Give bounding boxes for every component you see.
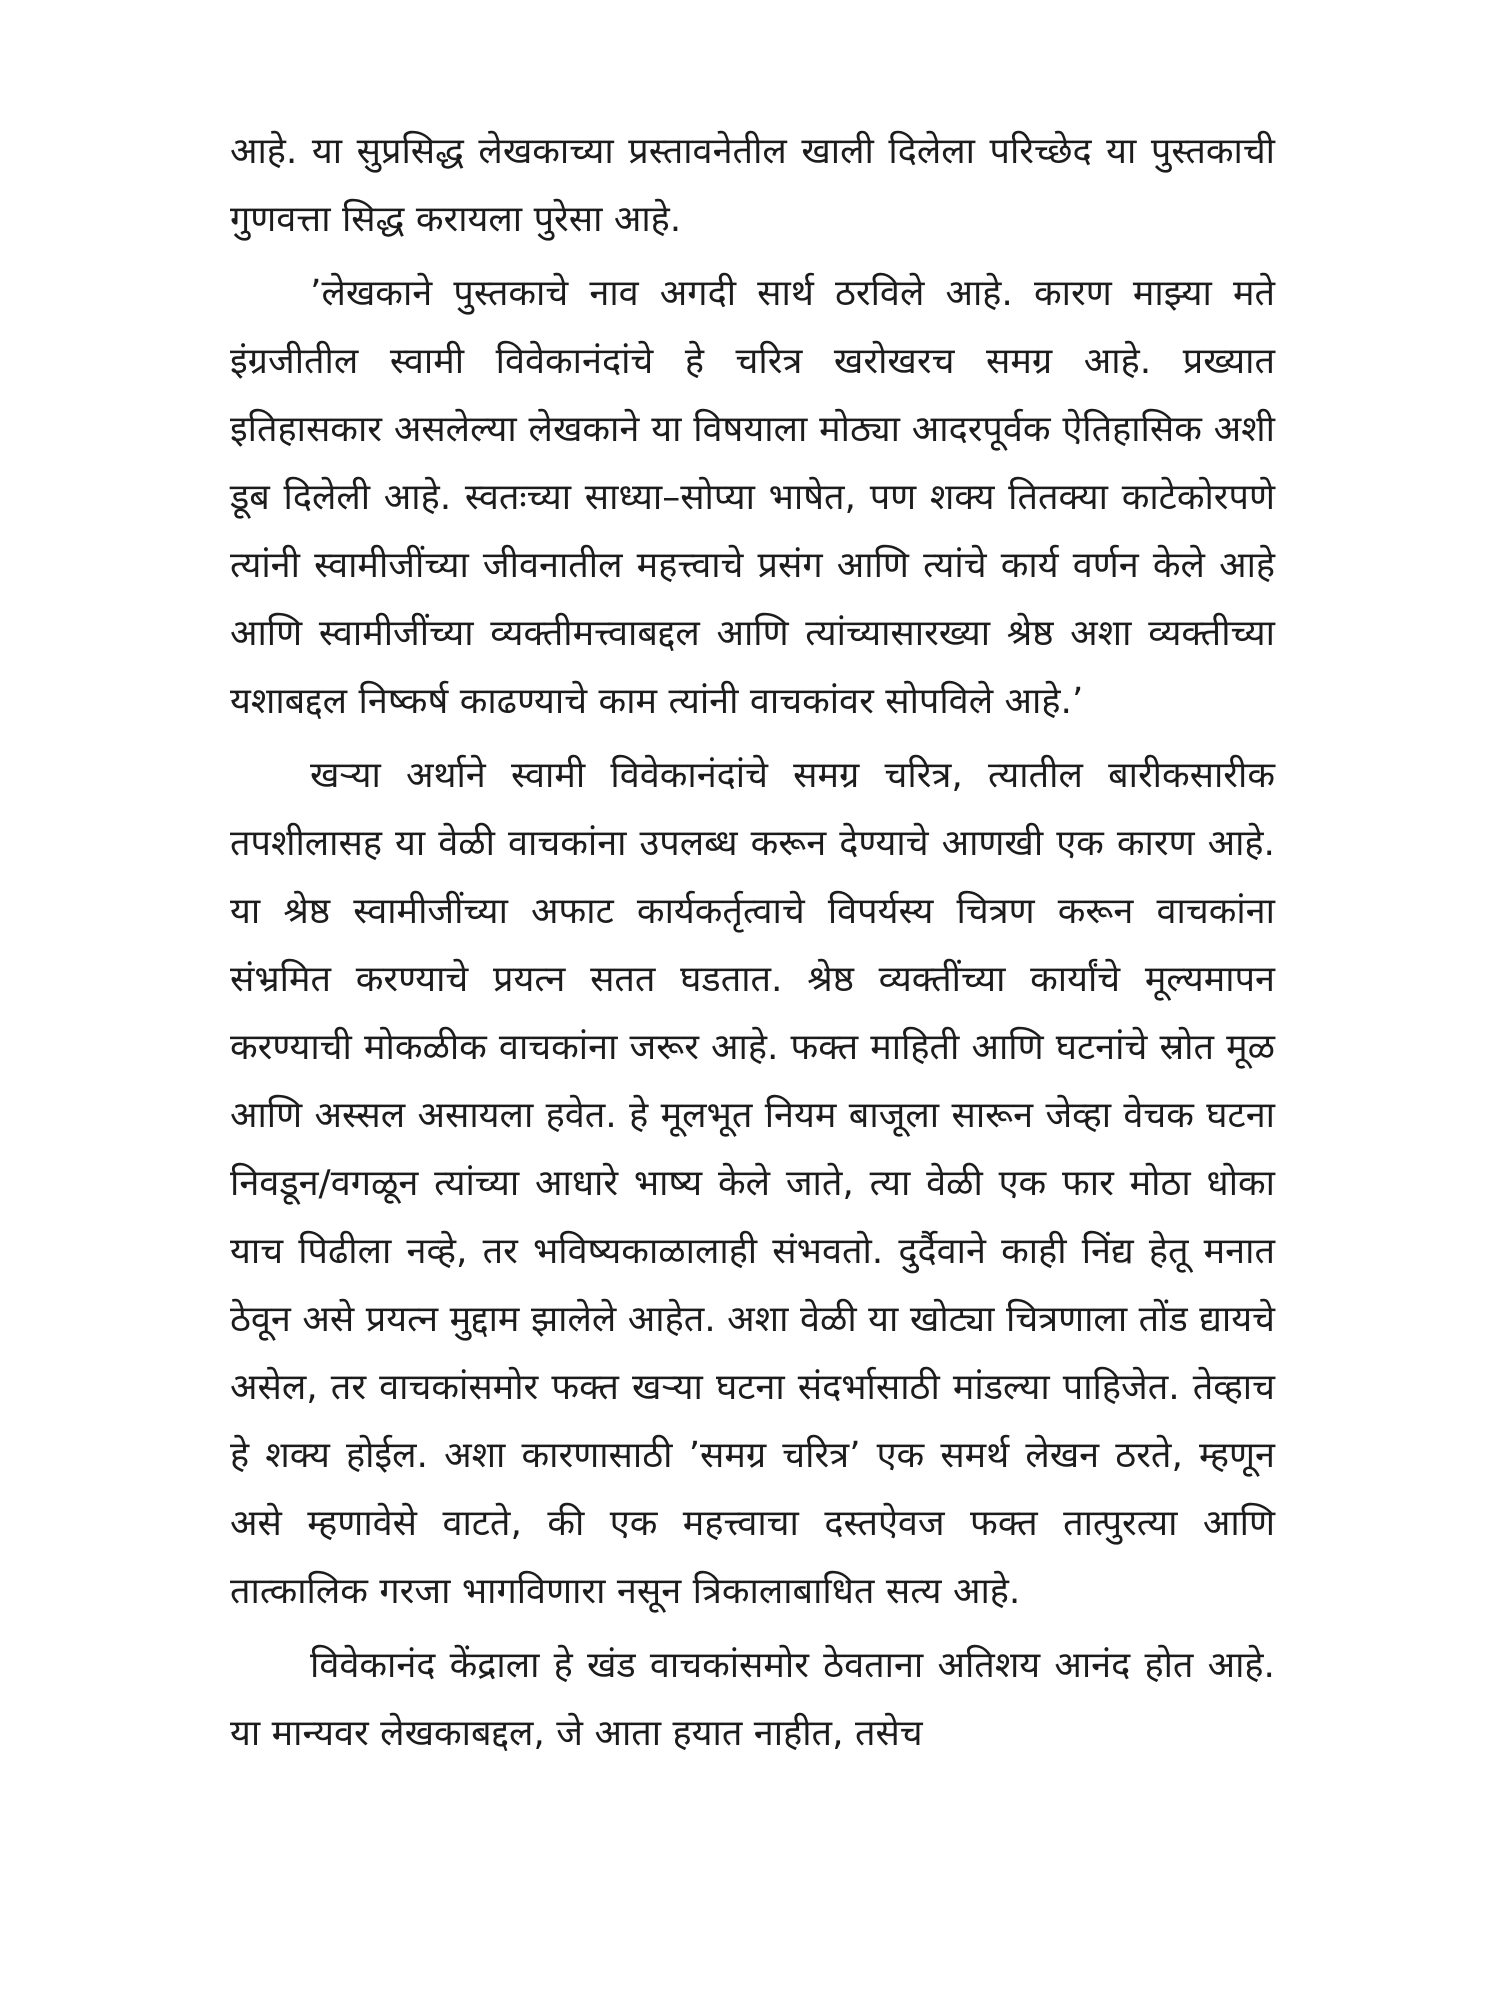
- paragraph-quotation: ’लेखकाने पुस्तकाचे नाव अगदी सार्थ ठरविले आहे. कारण माझ्या मते इंग्रजीतील स्वामी विवेकानंदांचे हे चरित्र खरोखरच समग्र आहे. प्रख्यात इतिहासकार असलेल्या लेखकाने या विषयाला मोठ्या आदरपूर्वक ऐतिहासिक अशी डूब दिलेली आहे. स्वतःच्या साध्या–सोप्या भाषेत, पण शक्य तितक्या काटेकोरपणे त्यांनी स्वामीजींच्या जीवनातील महत्त्वाचे प्रसंग आणि त्यांचे कार्य वर्णन केले आहे आणि स्वामीजींच्या व्यक्तीमत्त्वाबद्दल आणि त्यांच्यासारख्या श्रेष्ठ अशा व्यक्तीच्या यशाबद्दल निष्कर्ष काढण्याचे काम त्यांनी वाचकांवर सोपविले आहे.’: [230, 273, 1275, 722]
- paragraph-closing: विवेकानंद केंद्राला हे खंड वाचकांसमोर ठेवताना अतिशय आनंद होत आहे. या मान्यवर लेखकाबद्दल, जे आता हयात नाहीत, तसेच: [230, 1645, 1275, 1754]
- paragraph-reason: खऱ्या अर्थाने स्वामी विवेकानंदांचे समग्र चरित्र, त्यातील बारीकसारीक तपशीलासह या वेळी वाचकांना उपलब्ध करून देण्याचे आणखी एक कारण आहे. या श्रेष्ठ स्वामीजींच्या अफाट कार्यकर्तृत्वाचे विपर्यस्य चित्रण करून वाचकांना संभ्रमित करण्याचे प्रयत्न सतत घडतात. श्रेष्ठ व्यक्तींच्या कार्यांचे मूल्यमापन करण्याची मोकळीक वाचकांना जरूर आहे. फक्त माहिती आणि घटनांचे स्रोत मूळ आणि अस्सल असायला हवेत. हे मूलभूत नियम बाजूला सारून जेव्हा वेचक घटना निवडून/वगळून त्यांच्या आधारे भाष्य केले जाते, त्या वेळी एक फार मोठा धोका याच पिढीला नव्हे, तर भविष्यकाळालाही संभवतो. दुर्दैवाने काही निंद्य हेतू मनात ठेवून असे प्रयत्न मुद्दाम झालेले आहेत. अशा वेळी या खोट्या चित्रणाला तोंड द्यायचे असेल, तर वाचकांसमोर फक्त खऱ्या घटना संदर्भासाठी मांडल्या पाहिजेत. तेव्हाच हे शक्य होईल. अशा कारणासाठी ’समग्र चरित्र’ एक समर्थ लेखन ठरते, म्हणून असे म्हणावेसे वाटते, की एक महत्त्वाचा दस्तऐवज फक्त तात्पुरत्या आणि तात्कालिक गरजा भागविणारा नसून त्रिकालाबाधित सत्य आहे.: [230, 755, 1275, 1612]
- paragraph-continuation: आहे. या सुप्रसिद्ध लेखकाच्या प्रस्तावनेतील खाली दिलेला परिच्छेद या पुस्तकाची गुणवत्ता सिद्ध करायला पुरेसा आहे.: [230, 131, 1275, 240]
- body-text: [230, 118, 1275, 1768]
